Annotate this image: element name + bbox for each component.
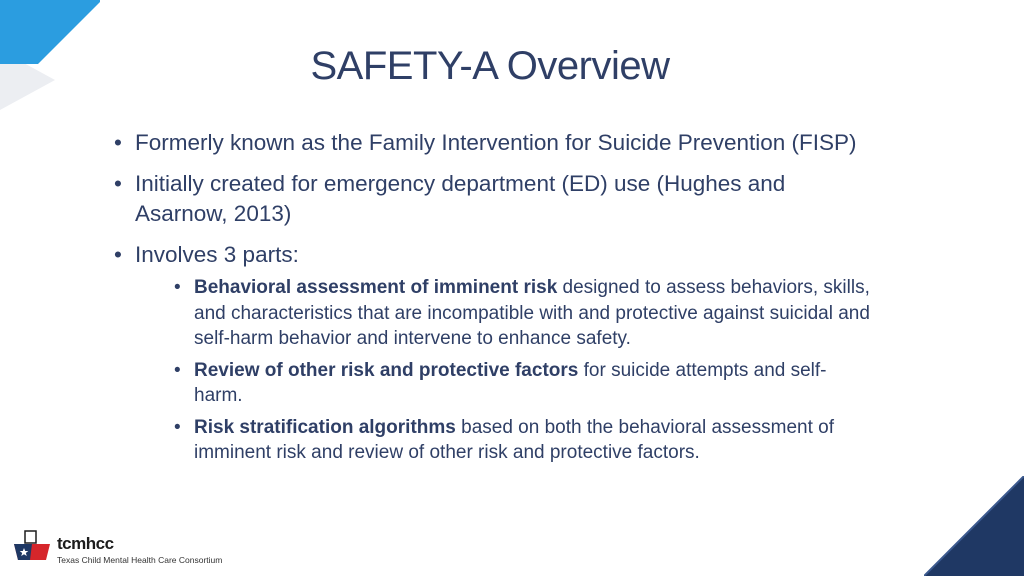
bullet-dot: • — [174, 416, 181, 438]
bullet-item — [114, 240, 874, 466]
bottom-right-decoration — [924, 476, 1024, 576]
bullet-dot: • — [114, 130, 122, 155]
sub-bullet-text: for suicide attempts and self-harm. — [194, 359, 827, 406]
bullet-dot: • — [174, 359, 181, 381]
sub-bullet-item — [174, 358, 874, 409]
sub-bullet-bold-text: Behavioral assessment of imminent risk — [194, 277, 558, 298]
sub-bullet-bold-text: Risk stratification algorithms — [194, 416, 456, 438]
sub-bullet-list — [174, 275, 874, 466]
bullet-dot: • — [114, 171, 122, 196]
sub-bullet-item — [174, 415, 874, 466]
sub-bullet-text: designed to assess behaviors, skills, and characteristics that are incompatible with and protective against suicidal and self-harm behavior and intervene to enhance safety. — [194, 277, 870, 349]
bullet-item — [114, 169, 874, 229]
slide-title: SAFETY-A Overview — [310, 44, 670, 88]
bullet-dot: • — [174, 277, 181, 298]
bullet-dot: • — [114, 242, 122, 267]
sub-bullet-text: based on both the behavioral assessment of imminent risk and review of other risk and protective factors. — [194, 416, 834, 463]
sub-bullet-item — [174, 275, 874, 352]
bullet-text: Formerly known as the Family Intervention for Suicide Prevention (FISP) — [135, 130, 857, 155]
tcmhcc-logo-icon — [12, 530, 52, 566]
bullet-list — [114, 128, 874, 477]
logo-subtitle: Texas Child Mental Health Care Consortium — [57, 555, 223, 565]
logo-name: tcmhcc — [57, 534, 114, 553]
bullet-text: Initially created for emergency department (ED) use (Hughes and Asarnow, 2013) — [135, 171, 786, 226]
bullet-text: Involves 3 parts: — [135, 242, 299, 267]
sub-bullet-bold-text: Review of other risk and protective factors — [194, 359, 579, 381]
bullet-item — [114, 128, 874, 158]
